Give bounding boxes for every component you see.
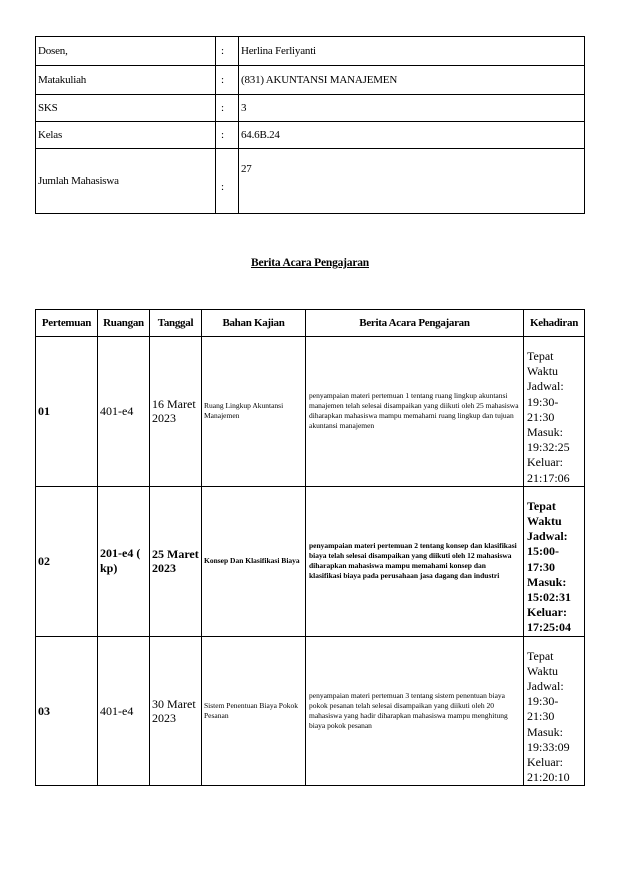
kehadiran-line: 17:30: [527, 559, 555, 574]
info-value: 64.6B.24: [239, 122, 585, 149]
kehadiran-line: Jadwal:: [527, 529, 568, 544]
info-row-sks: [36, 95, 585, 122]
header-tanggal: Tanggal: [150, 310, 202, 337]
cell-bahan-kajian: Konsep Dan Klasifikasi Biaya: [202, 486, 306, 636]
kehadiran-line: Waktu: [527, 663, 559, 678]
kehadiran-line: 19:32:25: [527, 440, 570, 455]
course-info-table: [35, 36, 585, 214]
table-row: [36, 636, 585, 786]
kehadiran-line: 21:17:06: [527, 470, 570, 485]
cell-kehadiran: [524, 486, 585, 636]
info-label: Matakuliah: [36, 66, 216, 95]
cell-pertemuan: 01: [36, 337, 98, 487]
kehadiran-line: 19:30-: [527, 394, 559, 409]
cell-ruangan: 401-e4: [98, 337, 150, 487]
header-berita-acara: Berita Acara Pengajaran: [306, 310, 524, 337]
cell-bahan-kajian: Ruang Lingkup Akuntansi Manajemen: [202, 337, 306, 487]
info-separator: :: [216, 149, 239, 214]
cell-berita-acara: penyampaian materi pertemuan 2 tentang konsep dan klasifikasi biaya telah selesai disampaikan yang diikuti oleh 12 mahasiswa diharapkan mahasiswa mampu memahami konsep dan klasifikasi biaya pada perusahaan jasa dagang dan industri: [306, 486, 524, 636]
info-row-jumlah: [36, 149, 585, 214]
info-row-matakuliah: [36, 66, 585, 95]
cell-tanggal: 16 Maret 2023: [150, 337, 202, 487]
kehadiran-line: Masuk:: [527, 724, 563, 739]
cell-bahan-kajian: Sistem Penentuan Biaya Pokok Pesanan: [202, 636, 306, 786]
cell-kehadiran: [524, 337, 585, 487]
info-separator: :: [216, 122, 239, 149]
cell-kehadiran: [524, 636, 585, 786]
header-bahan-kajian: Bahan Kajian: [202, 310, 306, 337]
kehadiran-line: 15:00-: [527, 544, 559, 559]
kehadiran-line: 21:20:10: [527, 770, 570, 785]
table-row: [36, 337, 585, 487]
kehadiran-line: Jadwal:: [527, 379, 564, 394]
info-separator: :: [216, 37, 239, 66]
kehadiran-line: 17:25:04: [527, 620, 571, 635]
kehadiran-line: 19:30-: [527, 694, 559, 709]
info-label: SKS: [36, 95, 216, 122]
kehadiran-line: 21:30: [527, 709, 555, 724]
info-label: Dosen,: [36, 37, 216, 66]
info-label: Kelas: [36, 122, 216, 149]
cell-ruangan: 201-e4 ( kp): [98, 486, 150, 636]
kehadiran-line: 15:02:31: [527, 590, 571, 605]
cell-tanggal: 25 Maret 2023: [150, 486, 202, 636]
info-row-kelas: [36, 122, 585, 149]
cell-berita-acara: penyampaian materi pertemuan 3 tentang sistem penentuan biaya pokok pesanan telah selesai disampaikan yang diikuti oleh 20 mahasiswa yang hadir diharapkan mahasiswa mampu menghitung biaya pokok pesanan: [306, 636, 524, 786]
info-value: 27: [239, 149, 585, 214]
info-separator: :: [216, 66, 239, 95]
kehadiran-line: 19:33:09: [527, 739, 570, 754]
kehadiran-line: Waktu: [527, 364, 559, 379]
info-value: 3: [239, 95, 585, 122]
header-pertemuan: Pertemuan: [36, 310, 98, 337]
info-label: Jumlah Mahasiswa: [36, 149, 216, 214]
table-header-row: [36, 310, 585, 337]
kehadiran-line: Masuk:: [527, 425, 563, 440]
header-kehadiran: Kehadiran: [524, 310, 585, 337]
kehadiran-line: Tepat: [527, 349, 554, 363]
info-value: (831) AKUNTANSI MANAJEMEN: [239, 66, 585, 95]
info-separator: :: [216, 95, 239, 122]
kehadiran-line: Tepat: [527, 498, 556, 513]
kehadiran-line: Tepat: [527, 648, 554, 663]
header-ruangan: Ruangan: [98, 310, 150, 337]
section-heading: Berita Acara Pengajaran: [250, 257, 370, 269]
cell-berita-acara: penyampaian materi pertemuan 1 tentang ruang lingkup akuntansi manajemen telah selesai disampaikan yang diikuti oleh 25 mahasiswa diharapkan mahasiswa mampu memahami ruang lingkup dan tujuan akuntansi manajemen: [306, 337, 524, 487]
cell-pertemuan: 02: [36, 486, 98, 636]
kehadiran-line: Masuk:: [527, 574, 567, 589]
kehadiran-line: Waktu: [527, 514, 562, 529]
kehadiran-line: Jadwal:: [527, 679, 564, 694]
kehadiran-line: Keluar:: [527, 455, 563, 470]
cell-pertemuan: 03: [36, 636, 98, 786]
kehadiran-line: 21:30: [527, 409, 555, 424]
cell-tanggal: 30 Maret 2023: [150, 636, 202, 786]
info-value: Herlina Ferliyanti: [239, 37, 585, 66]
kehadiran-line: Keluar:: [527, 605, 567, 620]
table-row: [36, 486, 585, 636]
info-row-dosen: [36, 37, 585, 66]
kehadiran-line: Keluar:: [527, 755, 563, 770]
cell-ruangan: 401-e4: [98, 636, 150, 786]
teaching-log-table: [35, 309, 585, 786]
